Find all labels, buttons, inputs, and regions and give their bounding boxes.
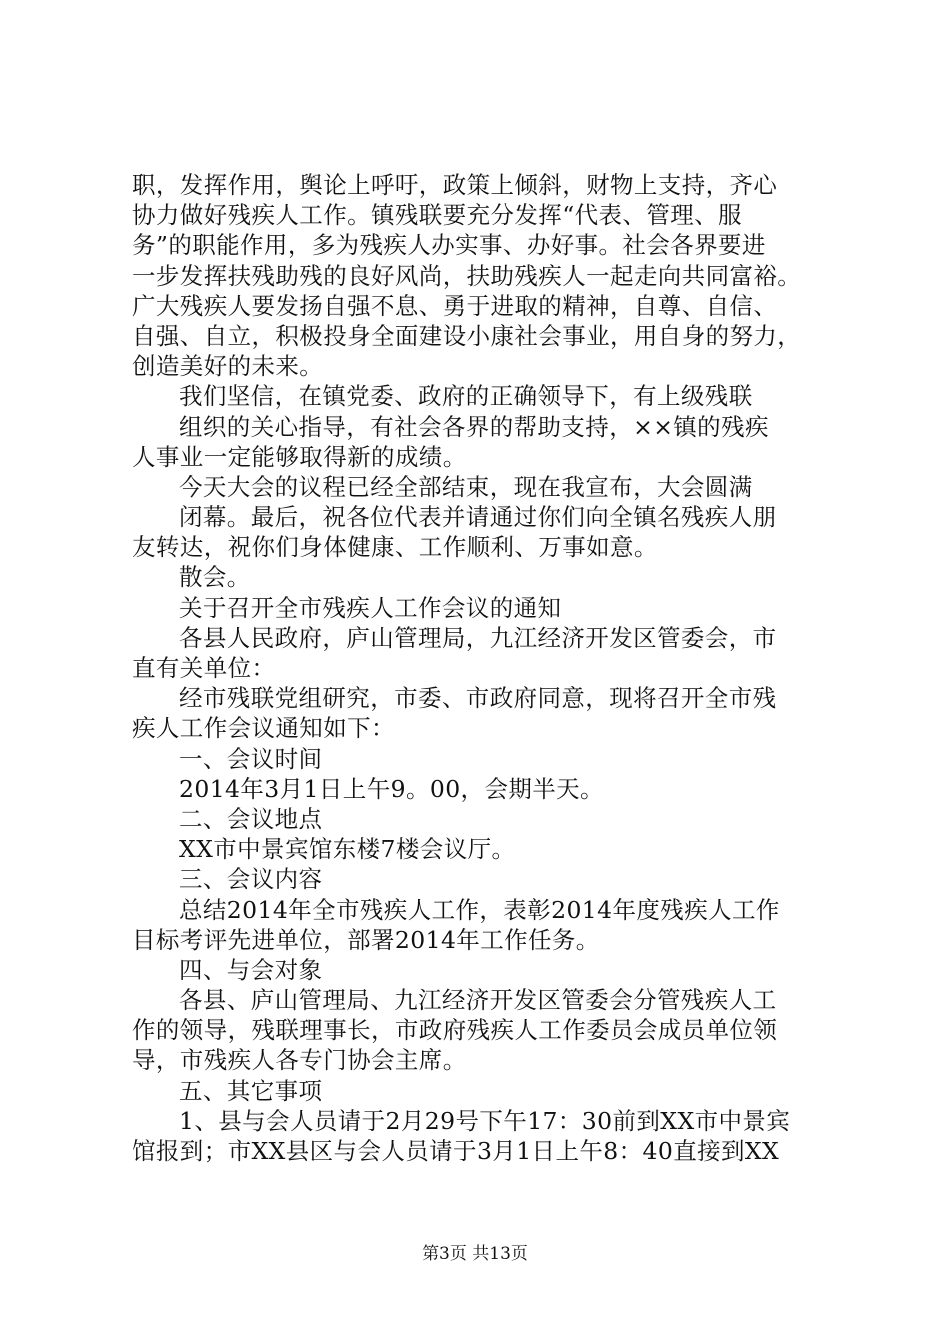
- notice-title: 关于召开全市残疾人工作会议的通知: [179, 593, 562, 622]
- text-line: 协力做好残疾人工作。镇残联要充分发挥“代表、管理、服: [132, 201, 742, 230]
- text-line: 直有关单位：: [132, 654, 276, 682]
- text-line: 目标考评先进单位，部署2014年工作任务。: [132, 925, 600, 954]
- section-heading: 四、与会对象: [179, 955, 323, 984]
- text-line: 组织的关心指导，有社会各界的帮助支持，××镇的残疾: [179, 412, 769, 441]
- text-line: 人事业一定能够取得新的成绩。: [132, 442, 467, 471]
- text-line: 一步发挥扶残助残的良好风尚，扶助残疾人一起走向共同富裕。: [132, 261, 802, 290]
- text-line: 2014年3月1日上午9。00，会期半天。: [179, 774, 604, 803]
- text-line: 总结2014年全市残疾人工作，表彰2014年度残疾人工作: [179, 895, 780, 924]
- text-line: 务”的职能作用，多为残疾人办实事、办好事。社会各界要进: [132, 231, 766, 260]
- document-body: [132, 170, 852, 1166]
- page-number-footer: 第3页 共13页: [422, 1244, 528, 1264]
- section-heading: 一、会议时间: [179, 744, 323, 773]
- text-line: 各县人民政府，庐山管理局，九江经济开发区管委会，市: [179, 623, 777, 652]
- text-line: 疾人工作会议通知如下：: [132, 714, 395, 743]
- text-line: 我们坚信，在镇党委、政府的正确领导下，有上级残联: [179, 382, 753, 411]
- text-line: 导，市残疾人各专门协会主席。: [132, 1046, 467, 1075]
- section-heading: 五、其它事项: [179, 1076, 323, 1105]
- text-line: 广大残疾人要发扬自强不息、勇于进取的精神，自尊、自信、: [132, 291, 778, 320]
- text-line: 散会。: [179, 563, 251, 592]
- text-line: 职，发挥作用，舆论上呼吁，政策上倾斜，财物上支持，齐心: [132, 171, 778, 199]
- text-line: 今天大会的议程已经全部结束，现在我宣布，大会圆满: [179, 472, 753, 501]
- text-line: 创造美好的未来。: [132, 352, 324, 381]
- text-line: 经市残联党组研究，市委、市政府同意，现将召开全市残: [179, 684, 777, 713]
- text-line: 闭幕。最后，祝各位代表并请通过你们向全镇名残疾人朋: [179, 503, 777, 532]
- section-heading: 二、会议地点: [179, 804, 323, 833]
- text-line: 1、县与会人员请于2月29号下午17：30前到XX市中景宾: [179, 1106, 791, 1135]
- section-heading: 三、会议内容: [179, 865, 323, 894]
- text-line: XX市中景宾馆东楼7楼会议厅。: [179, 835, 516, 864]
- text-line: 自强、自立，积极投身全面建设小康社会事业，用自身的努力，: [132, 321, 802, 350]
- text-line: 馆报到；市XX县区与会人员请于3月1日上午8：40直接到XX: [132, 1137, 780, 1165]
- text-line: 友转达，祝你们身体健康、工作顺利、万事如意。: [132, 533, 658, 562]
- text-line: 各县、庐山管理局、九江经济开发区管委会分管残疾人工: [179, 986, 777, 1015]
- text-line: 作的领导，残联理事长，市政府残疾人工作委员会成员单位领: [132, 1016, 778, 1045]
